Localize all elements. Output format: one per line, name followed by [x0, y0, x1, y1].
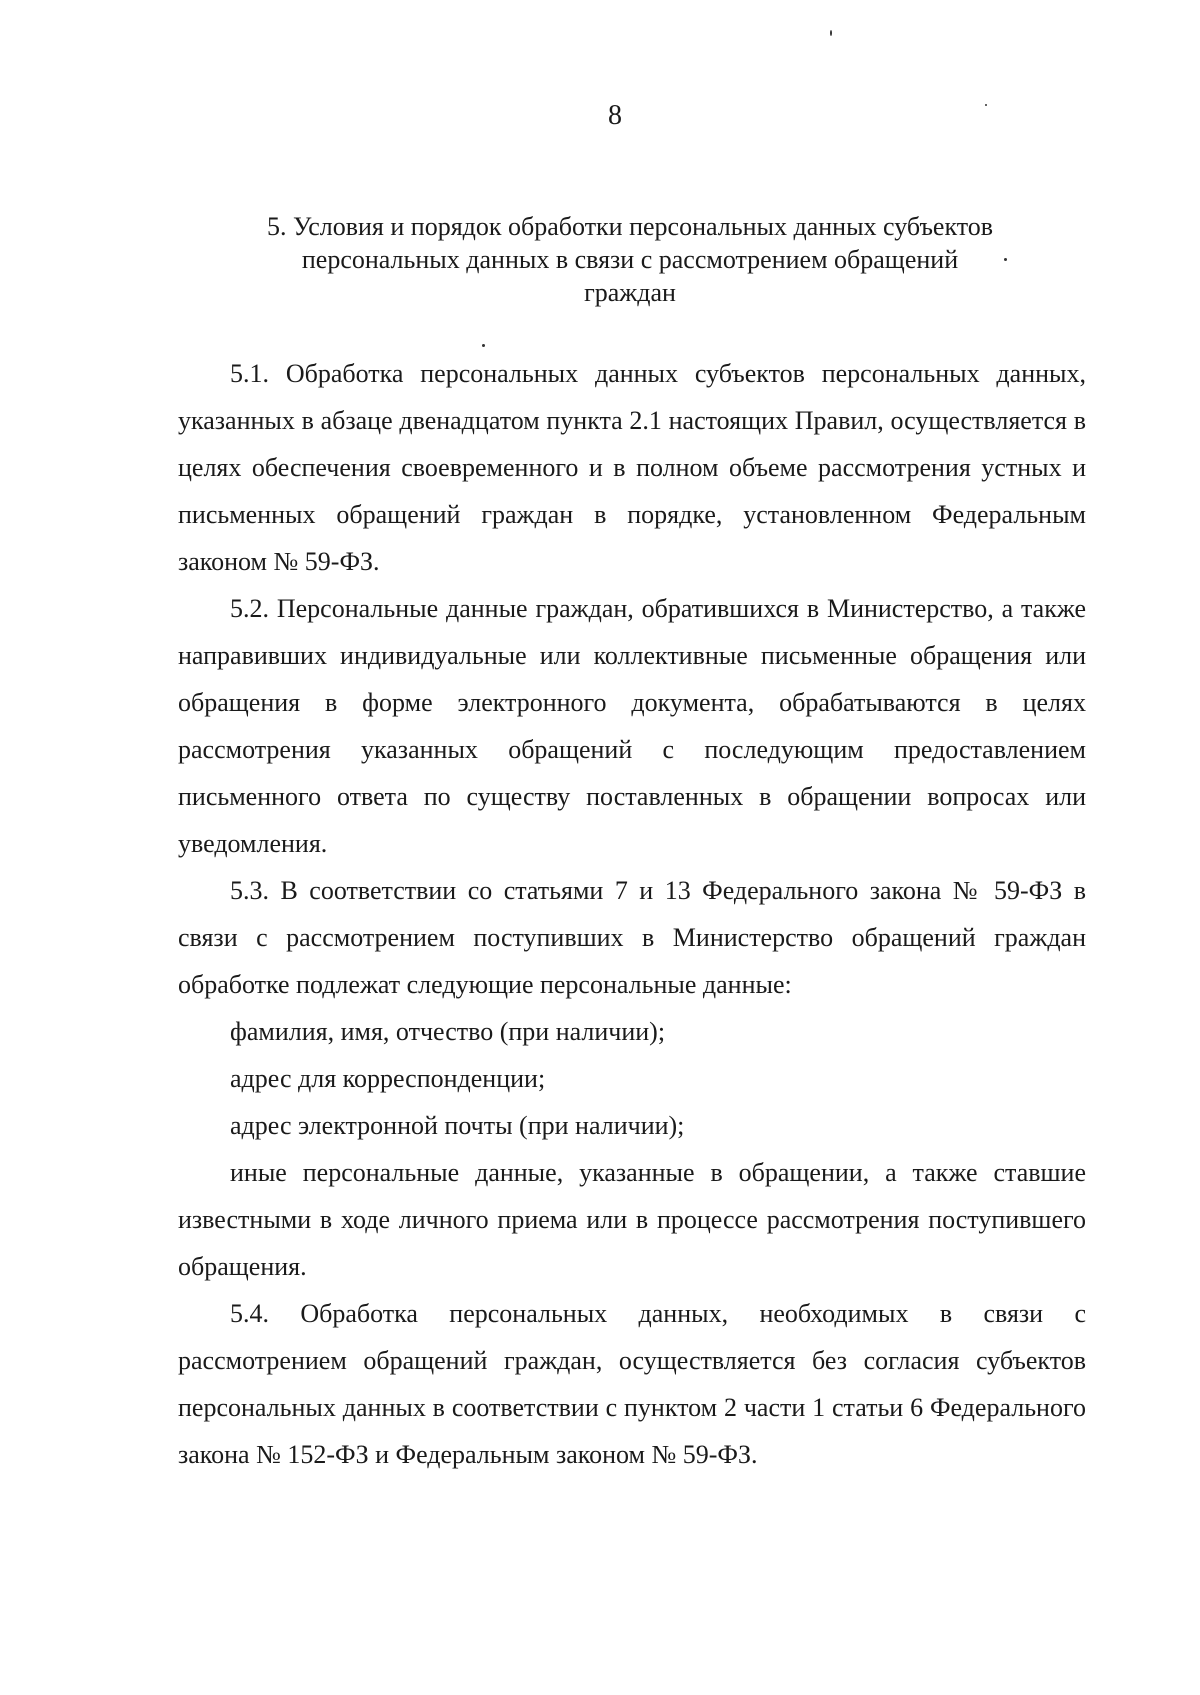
section-title-line-1: 5. Условия и порядок обработки персональных данных субъектов [266, 212, 994, 241]
paragraph-5-3: 5.3. В соответствии со статьями 7 и 13 Федерального закона № 59-ФЗ в связи с рассмотрением поступивших в Министерство обращений граждан обработке подлежат следующие персональные данные: [178, 876, 1086, 999]
list-item: адрес для корреспонденции; [230, 1064, 546, 1093]
document-body [178, 350, 1086, 1478]
paragraph-5-4: 5.4. Обработка персональных данных, необходимых в связи с рассмотрением обращений граждан, осуществляется без согласия субъектов персональных данных в соответствии с пунктом 2 части 1 статьи 6 Федерального закона № 152-ФЗ и Федеральным законом № 59-ФЗ. [178, 1299, 1086, 1469]
scan-speck [830, 30, 832, 36]
scan-speck [1004, 258, 1007, 261]
section-title-line-3: граждан [584, 278, 676, 307]
list-item: фамилия, имя, отчество (при наличии); [230, 1017, 666, 1046]
paragraph-5-2: 5.2. Персональные данные граждан, обратившихся в Министерство, а также направивших индивидуальные или коллективные письменные обращения или обращения в форме электронного документа, обрабатываются в целях рассмотрения указанных обращений с последующим предоставлением письменного ответа по существу поставленных в обращении вопросах или уведомления. [178, 594, 1086, 858]
section-title [230, 210, 1030, 309]
scan-speck [985, 104, 987, 106]
list-item: адрес электронной почты (при наличии); [230, 1111, 685, 1140]
paragraph-5-1: 5.1. Обработка персональных данных субъектов персональных данных, указанных в абзаце двенадцатом пункта 2.1 настоящих Правил, осуществляется в целях обеспечения своевременного и в полном объеме рассмотрения устных и письменных обращений граждан в порядке, установленном Федеральным законом № 59-ФЗ. [178, 359, 1086, 576]
scan-speck [482, 344, 485, 347]
section-title-line-2: персональных данных в связи с рассмотрением обращений [301, 245, 959, 274]
list-item: иные персональные данные, указанные в обращении, а также ставшие известными в ходе личного приема или в процессе рассмотрения поступившего обращения. [178, 1158, 1086, 1281]
page-number: 8 [608, 100, 622, 131]
